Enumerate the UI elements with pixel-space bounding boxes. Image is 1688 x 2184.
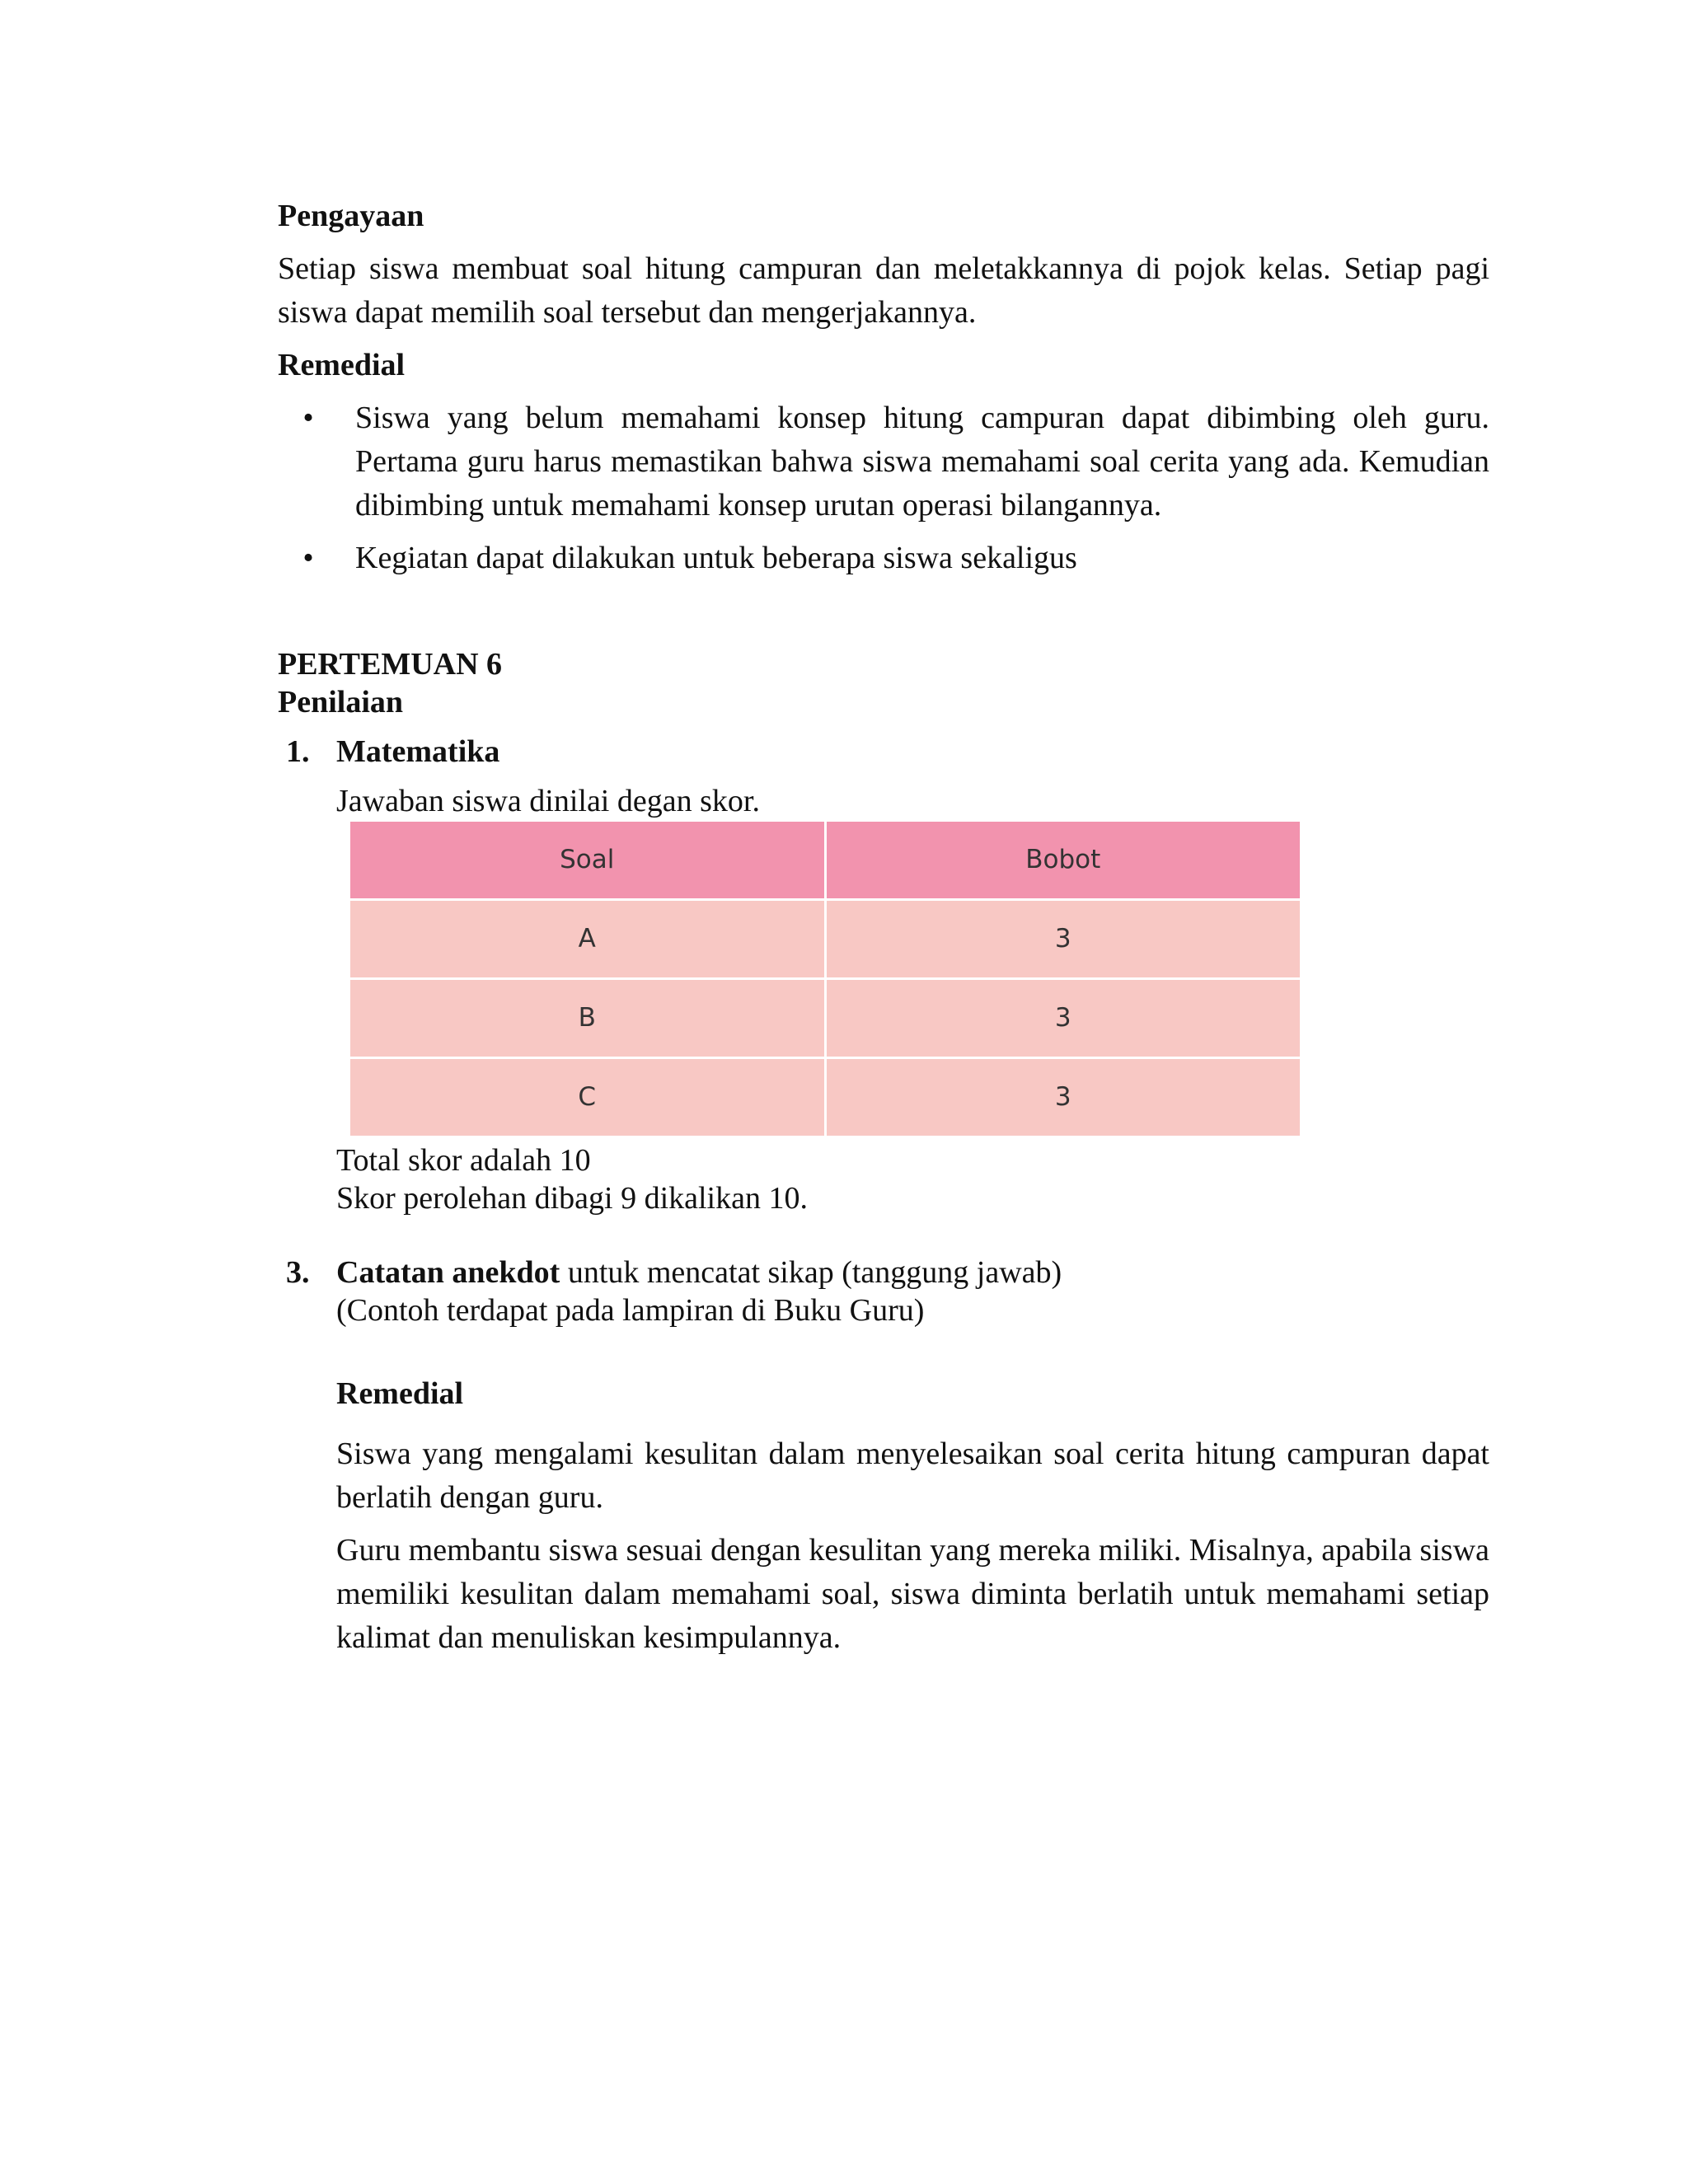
item-title: Matematika — [336, 734, 500, 769]
table-row — [349, 1058, 1301, 1137]
table-header-row — [349, 821, 1301, 900]
pengayaan-text: Setiap siswa membuat soal hitung campuran dan meletakkannya di pojok kelas. Setiap pagi siswa dapat memilih soal tersebut dan mengerjakannya. — [278, 251, 1489, 330]
score-notes — [278, 1141, 1489, 1217]
bullet-text: Siswa yang belum memahami konsep hitung campuran dapat dibimbing oleh guru. Pertama guru harus memastikan bahwa siswa memahami soal cerita yang ada. Kemudian dibimbing untuk memahami konsep urutan operasi bilangannya. — [355, 401, 1489, 523]
pengayaan-heading: Pengayaan — [278, 199, 424, 233]
bullet-text: Kegiatan dapat dilakukan untuk beberapa siswa sekaligus — [355, 541, 1077, 575]
table-cell: 3 — [825, 1058, 1301, 1137]
table-row — [349, 900, 1301, 979]
item-intro: Jawaban siswa dinilai degan skor. — [336, 784, 760, 818]
item-title-rest: untuk mencatat sikap (tanggung jawab) — [560, 1255, 1062, 1290]
score-table — [348, 819, 1302, 1138]
column-header-soal: Soal — [349, 821, 826, 900]
table-row — [349, 979, 1301, 1058]
remedial-paragraph-1: Siswa yang mengalami kesulitan dalam menyelesaikan soal cerita hitung campuran dapat berlatih dengan guru. — [336, 1436, 1489, 1515]
assessment-item-math — [278, 730, 1489, 819]
assessment-item-anecdotal — [278, 1254, 1489, 1660]
table-cell: B — [349, 979, 826, 1058]
remedial-heading: Remedial — [278, 348, 406, 382]
remedial-paragraph-2: Guru membantu siswa sesuai dengan kesulitan yang mereka miliki. Misalnya, apabila siswa memiliki kesulitan dalam memahami soal, siswa diminta berlatih untuk memahami setiap kalimat dan menuliskan kesimpulannya. — [336, 1533, 1489, 1655]
table-cell: 3 — [825, 900, 1301, 979]
total-score-note: Total skor adalah 10 — [336, 1143, 591, 1178]
item-number: 1. — [286, 734, 310, 769]
list-item — [278, 537, 1489, 580]
column-header-bobot: Bobot — [825, 821, 1301, 900]
remedial-heading-2: Remedial — [336, 1376, 464, 1411]
item-number: 3. — [286, 1255, 310, 1290]
table-cell: C — [349, 1058, 826, 1137]
bullet-icon: • — [302, 541, 314, 575]
remedial-bullet-list — [278, 396, 1489, 580]
assessment-heading: Penilaian — [278, 685, 404, 719]
score-formula-note: Skor perolehan dibagi 9 dikalikan 10. — [336, 1181, 808, 1216]
item-line2: (Contoh terdapat pada lampiran di Buku Guru) — [336, 1293, 925, 1328]
item-line1 — [336, 1254, 1489, 1291]
meeting-title: PERTEMUAN 6 — [278, 647, 503, 682]
item-title: Catatan anekdot — [336, 1255, 560, 1290]
table-cell: 3 — [825, 979, 1301, 1058]
document-page — [278, 194, 1489, 1660]
bullet-icon: • — [302, 401, 314, 435]
table-cell: A — [349, 900, 826, 979]
list-item — [278, 396, 1489, 527]
